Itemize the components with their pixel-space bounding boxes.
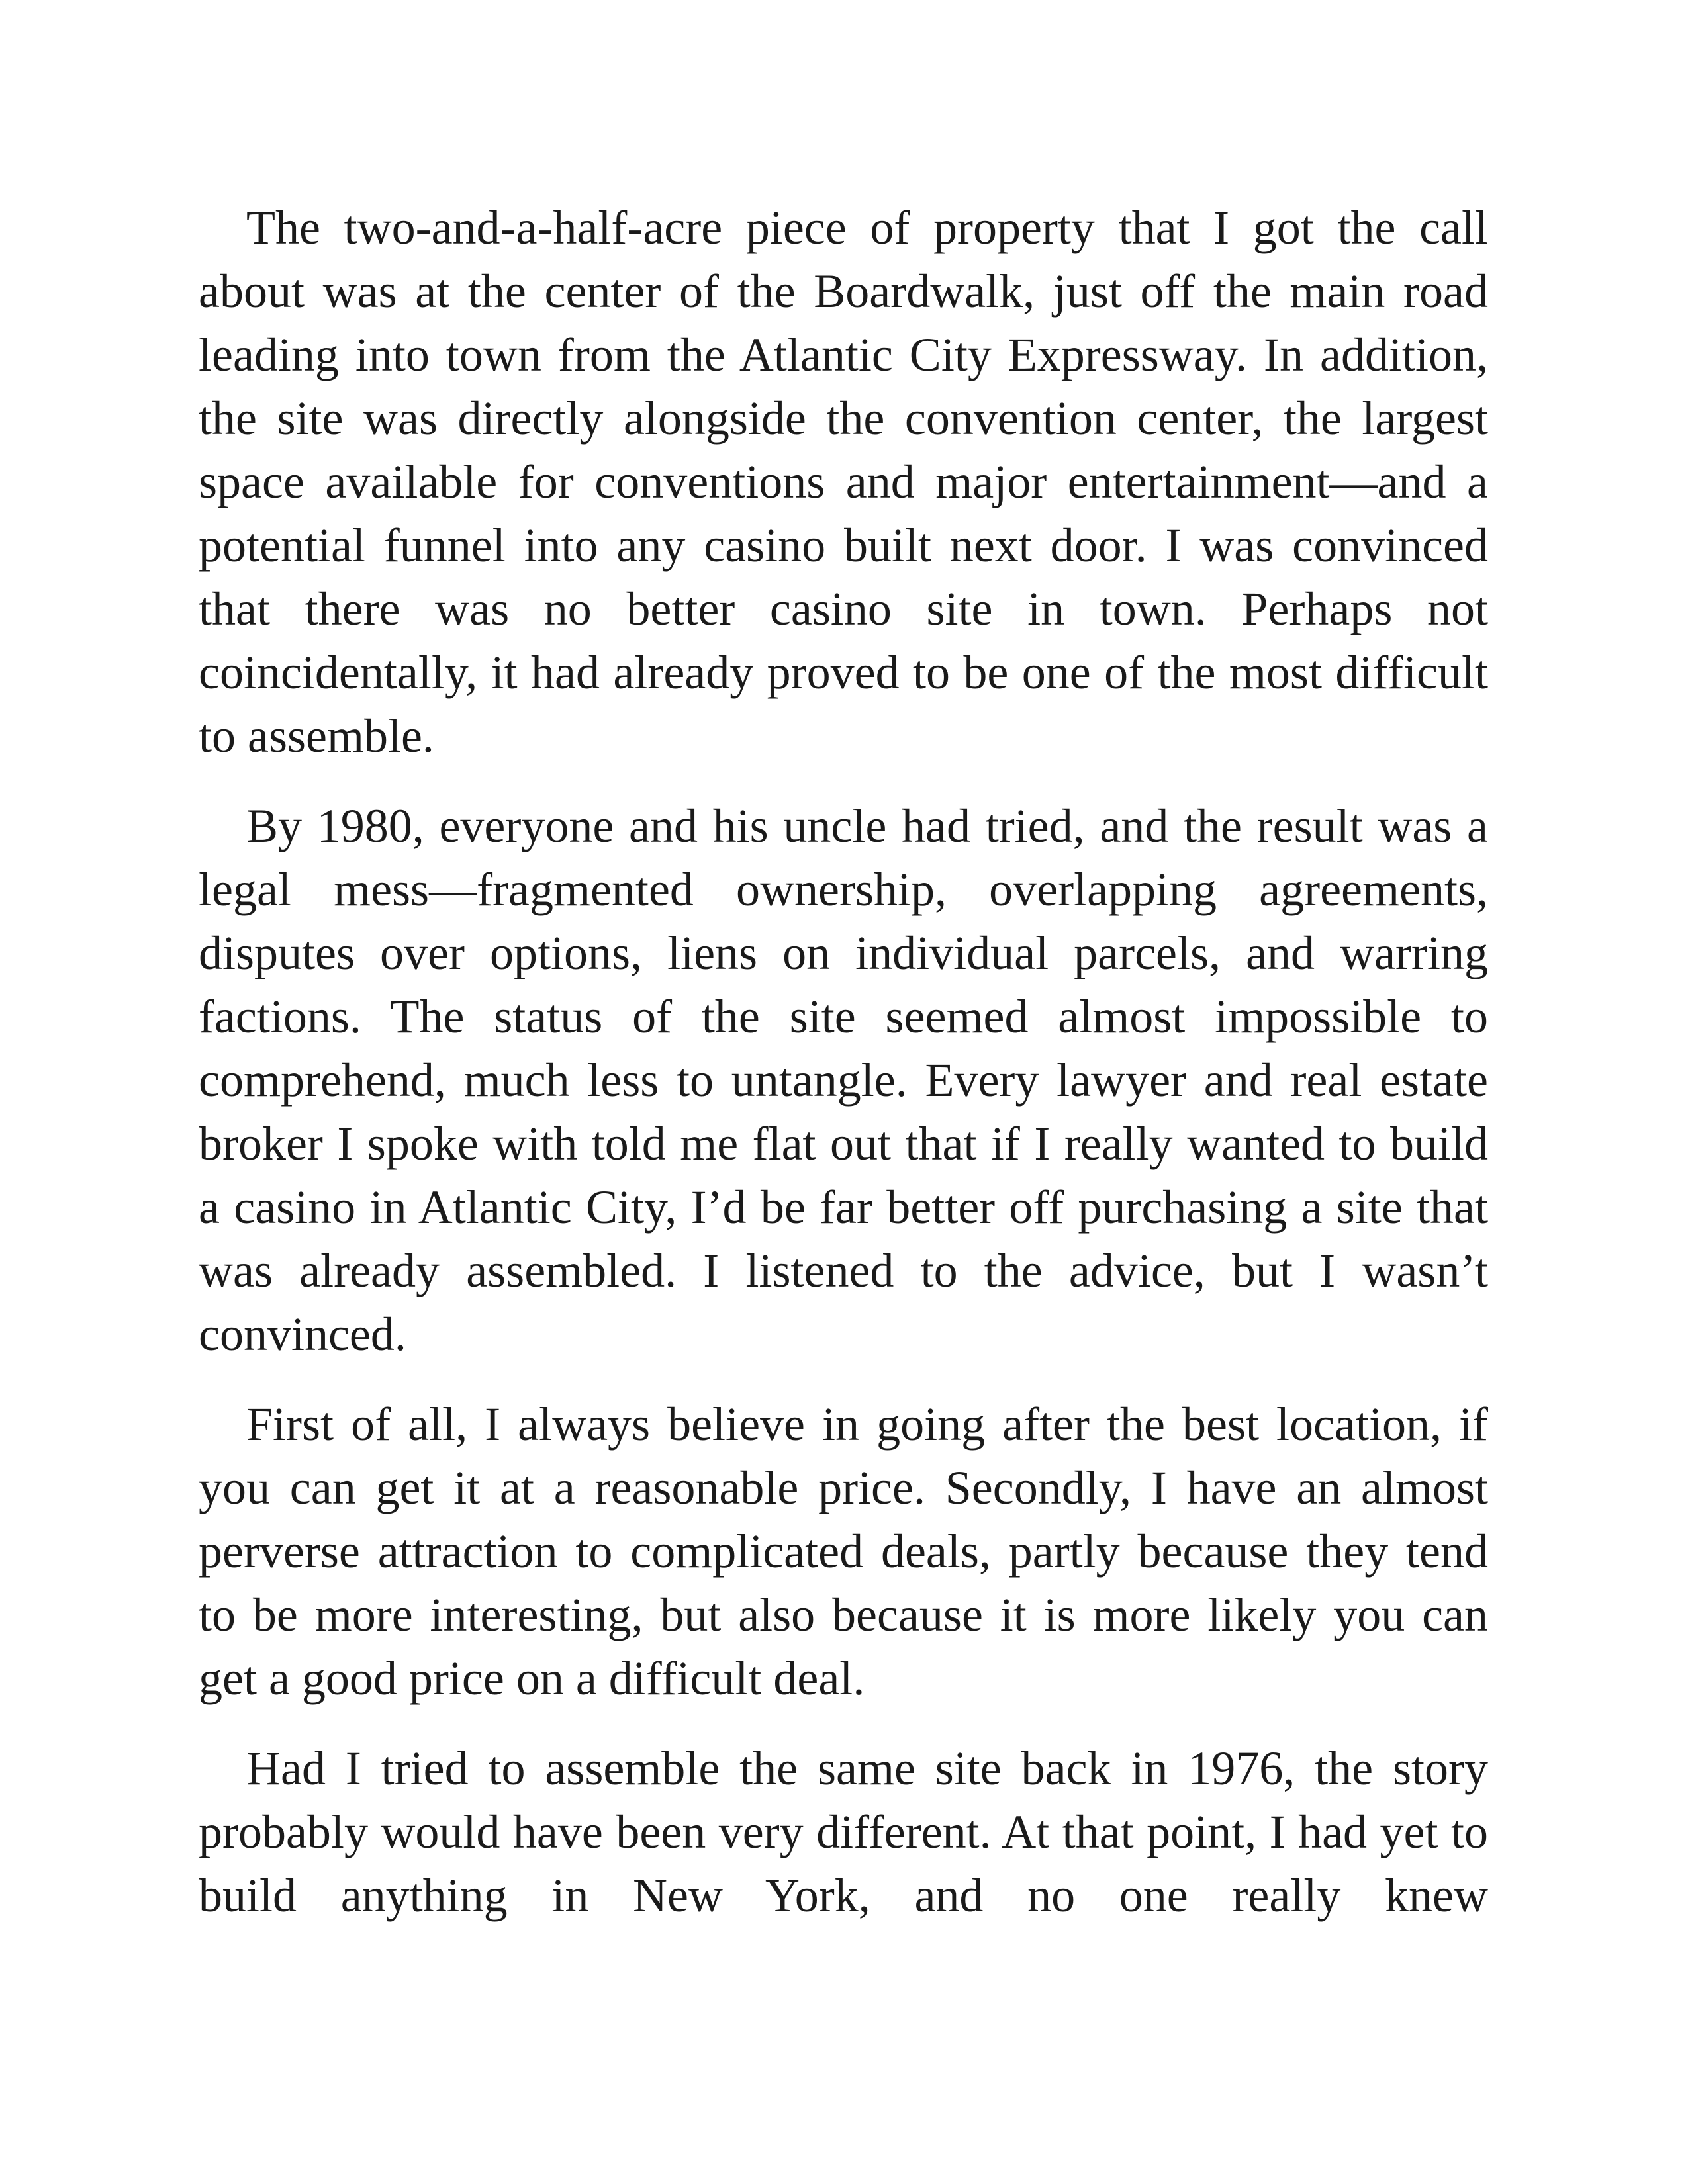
paragraph-4: Had I tried to assemble the same site back in 1976, the story probably would have been very different. At that point, I had yet to build anything in New York, and no one really knew (199, 1742, 1488, 1922)
paragraph-3: First of all, I always believe in going after the best location, if you can get it at a reasonable price. Secondly, I have an almost perverse attraction to complicated deals, partly because they tend to be more interesting, but also because it is more likely you can get a good price on a difficult deal. (199, 1398, 1488, 1705)
paragraph-1: The two-and-a-half-acre piece of property that I got the call about was at the center of the Boardwalk, just off the main road leading into town from the Atlantic City Expressway. In addition, the site was directly alongside the convention center, the largest space available for conventions and major entertainment—and a potential funnel into any casino built next door. I was convinced that there was no better casino site in town. Perhaps not coincidentally, it had already proved to be one of the most difficult to assemble. (199, 201, 1488, 762)
paragraph-2: By 1980, everyone and his uncle had tried, and the result was a legal mess—fragmented ownership, overlapping agreements, disputes over options, liens on individual parcels, and warring factions. The status of the site seemed almost impossible to comprehend, much less to untangle. Every lawyer and real estate broker I spoke with told me flat out that if I really wanted to build a casino in Atlantic City, I’d be far better off purchasing a site that was already assembled. I listened to the advice, but I wasn’t convinced. (199, 799, 1488, 1361)
document-page (199, 196, 1488, 1927)
